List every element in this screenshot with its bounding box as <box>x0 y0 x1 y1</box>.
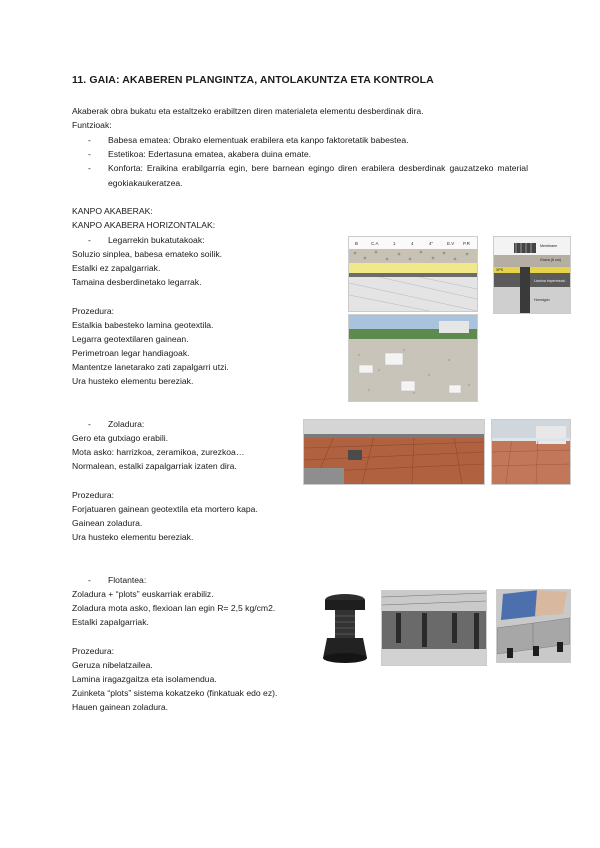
zoladura-line: Mota asko: harrizkoa, zeramikoa, zurezkoa… <box>72 447 245 457</box>
zoladura-heading: - Zoladura: <box>88 419 145 429</box>
funtzioak-label: Funtzioak: <box>72 120 112 130</box>
diagram-label: XPS <box>496 268 504 272</box>
kanpo-heading: KANPO AKABERAK: <box>72 206 153 216</box>
diagram-label: E.V <box>447 241 455 246</box>
roof-drain-detail-diagram <box>493 236 571 314</box>
horizontal-heading: KANPO AKABERA HORIZONTALAK: <box>72 220 216 230</box>
diagram-label: 4 <box>411 241 414 246</box>
flotantea-line: Zoladura + “plots” euskarriak erabiliz. <box>72 589 214 599</box>
list-item: - Babesa ematea: Obrako elementuak erabilera eta kanpo faktoretatik babestea. <box>88 135 409 145</box>
zoladura-proz-label: Prozedura: <box>72 490 115 500</box>
flotantea-proz-line: Lamina iragazgaitza eta isolamendua. <box>72 674 217 684</box>
diagram-label: C.A <box>371 241 379 246</box>
legarra-proz-line: Estalkia babesteko lamina geotextila. <box>72 320 214 330</box>
raised-floor-photo <box>381 590 487 666</box>
diagram-label: B <box>355 241 359 246</box>
diagram-label: Hormigón <box>534 298 550 302</box>
zoladura-line: Normalean, estalki zapalgarriak izaten dira. <box>72 461 237 471</box>
legarra-proz-line: Ura husteko elementu bereziak. <box>72 376 194 386</box>
legarra-line: Estalki ez zapalgarriak. <box>72 263 161 273</box>
list-item: - Konforta: Eraikina erabilgarria egin, bere barnean egingo diren erabilera desberdinak gauzatzeko material egokiakaukeratzea. <box>88 163 528 188</box>
flotantea-proz-line: Geruza nibelatzailea. <box>72 660 153 670</box>
flotantea-proz-line: Zuinketa “plots” sistema kokatzeko (finkatuak edo ez). <box>72 688 278 698</box>
gravel-roof-photo <box>348 314 478 402</box>
flotantea-proz-line: Hauen gainean zoladura. <box>72 702 169 712</box>
diagram-label: Grava (6 cm) <box>540 258 561 262</box>
legarra-proz-line: Perimetroan legar handiagoak. <box>72 348 190 358</box>
diagram-label: 1 <box>393 241 396 246</box>
diagram-label: Membrane <box>540 244 558 248</box>
legarra-line: Soluzio sinplea, babesa emateko soilik. <box>72 249 223 259</box>
legarra-heading: - Legarrekin bukatutakoak: <box>88 235 205 245</box>
zoladura-proz-line: Forjatuaren gainean geotextila eta mortero kapa. <box>72 504 258 514</box>
zoladura-line: Gero eta gutxiago erabili. <box>72 433 169 443</box>
zoladura-proz-line: Ura husteko elementu bereziak. <box>72 532 194 542</box>
diagram-label: Lámina impermeab. <box>534 279 566 283</box>
page-title: 11. GAIA: AKABEREN PLANGINTZA, ANTOLAKUNTZA ETA KONTROLA <box>72 74 434 86</box>
legarra-proz-line: Legarra geotextilaren gainean. <box>72 334 189 344</box>
plot-support-photo <box>319 590 369 666</box>
floating-tiles-install-photo <box>496 589 571 663</box>
legarra-proz-label: Prozedura: <box>72 306 115 316</box>
intro-text: Akaberak obra bukatu eta estaltzeko erabiltzen diren materialeta elementu desberdinak dira. <box>72 106 424 116</box>
balcony-tiling-photo <box>491 419 571 485</box>
diagram-label: 4" <box>429 241 434 246</box>
list-item: - Estetikoa: Edertasuna ematea, akabera duina emate. <box>88 149 312 159</box>
diagram-label: P.R <box>463 241 470 246</box>
zoladura-proz-line: Gainean zoladura. <box>72 518 143 528</box>
flotantea-heading: - Flotantea: <box>88 575 147 585</box>
flotantea-proz-label: Prozedura: <box>72 646 115 656</box>
flotantea-line: Zoladura mota asko, flexioan lan egin R= 2,5 kg/cm2. <box>72 603 276 613</box>
legarra-proz-line: Mantentze lanetarako zati zapalgarri utzi. <box>72 362 229 372</box>
flotantea-line: Estalki zapalgarriak. <box>72 617 149 627</box>
gravel-roof-section-diagram <box>348 236 478 312</box>
legarra-line: Tamaina desberdinetako legarrak. <box>72 277 202 287</box>
tiled-roof-photo <box>303 419 485 485</box>
